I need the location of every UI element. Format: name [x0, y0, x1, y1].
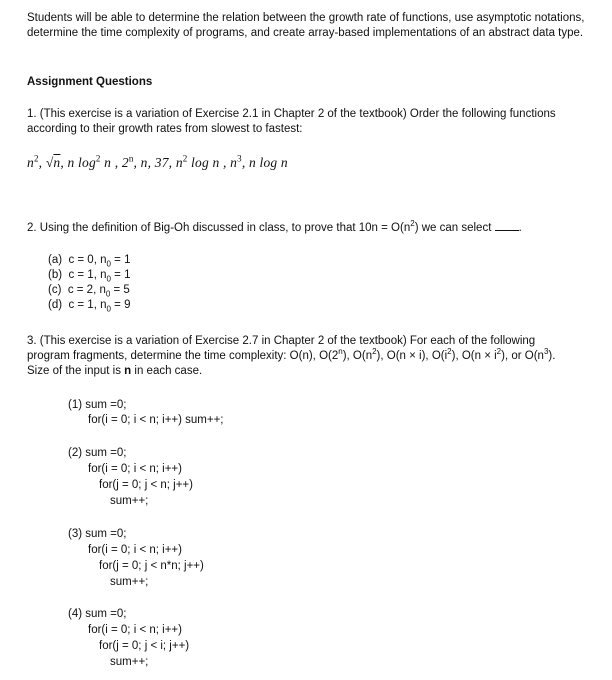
answer-blank	[495, 221, 519, 231]
code-line: for(i = 0; i < n; i++) sum++;	[88, 414, 224, 426]
code-line: sum++;	[110, 656, 149, 668]
question-3-line-1: 3. (This exercise is a variation of Exercise 2.7 in Chapter 2 of the textbook) For each of the following	[27, 335, 536, 347]
intro-paragraph: Students will be able to determine the relation between the growth rate of functions, use asymptotic notations, determine the time complexity of programs, and create array-based implementations of an abstract data type.	[27, 12, 585, 39]
option-label: (a)	[48, 254, 63, 266]
option-value: 1	[124, 269, 131, 281]
question-2-text-start: 2. Using the definition of Big-Oh discussed in class, to prove that 10n = O(n	[27, 222, 411, 234]
code-line: for(i = 0; i < n; i++)	[88, 463, 182, 475]
fragment-3-label: (3) sum =0;	[68, 528, 127, 540]
code-line: sum++;	[110, 576, 149, 588]
option-text: c = 2, n	[67, 284, 106, 296]
code-line: for(i = 0; i < n; i++)	[88, 544, 182, 556]
option-value: 9	[124, 299, 131, 311]
fragment-2-label: (2) sum =0;	[68, 447, 127, 459]
option-b: (b) c = 1, $n_0 = 1$	[48, 269, 131, 284]
option-a: (a) c = 0, $n_0 = 1$	[48, 254, 131, 269]
option-text: c = 0, n	[68, 254, 107, 266]
option-label: (d)	[48, 299, 63, 311]
option-text: c = 1, n	[68, 299, 107, 311]
option-d: (d) c = 1, $n_0 = 9$	[48, 299, 131, 314]
fragment-4-label: (4) sum =0;	[68, 608, 127, 620]
assignment-heading: Assignment Questions	[27, 76, 153, 88]
question-2-text: 2. Using the definition of Big-Oh discussed in class, to prove that $10n = O(n^2)$ we can select .	[27, 219, 522, 234]
code-line: for(i = 0; i < n; i++)	[88, 624, 182, 636]
input-variable: n	[124, 365, 132, 377]
code-line: sum++;	[110, 495, 149, 507]
size-text-end: in each case.	[131, 365, 203, 377]
question-1-text: 1. (This exercise is a variation of Exercise 2.1 in Chapter 2 of the textbook) Order the following functions according to their growth rates from slowest to fastest:	[27, 108, 556, 135]
fragment-1-label: (1) sum =0;	[68, 399, 127, 411]
question-3-line-3	[27, 364, 592, 379]
code-line: for(j = 0; j < n; j++)	[99, 479, 193, 491]
function-list: $n^2$, √n, n $\log^2 n$ , 2$^n$, n, 37, $n^2$ log n , $n^3$, n log n	[27, 153, 288, 170]
option-label: (b)	[48, 269, 63, 281]
question-3-line-2: program fragments, determine the time complexity: O(n), O(2$^n$), $O(n^2)$, O(n × i), $O(i^2)$, $O(n \times i^2)$, or $O(n^3)$.	[27, 347, 556, 362]
option-label: (c)	[48, 284, 62, 296]
question-2-text-end: ) we can select	[414, 222, 492, 234]
code-line: for(j = 0; j < n*n; j++)	[99, 560, 204, 572]
option-text: c = 1, n	[68, 269, 107, 281]
code-line: for(j = 0; j < i; j++)	[99, 640, 190, 652]
option-value: 1	[124, 254, 131, 266]
size-text: Size of the input is	[27, 365, 125, 377]
option-value: 5	[123, 284, 130, 296]
option-c: (c) c = 2, $n_0 = 5$	[48, 284, 130, 299]
